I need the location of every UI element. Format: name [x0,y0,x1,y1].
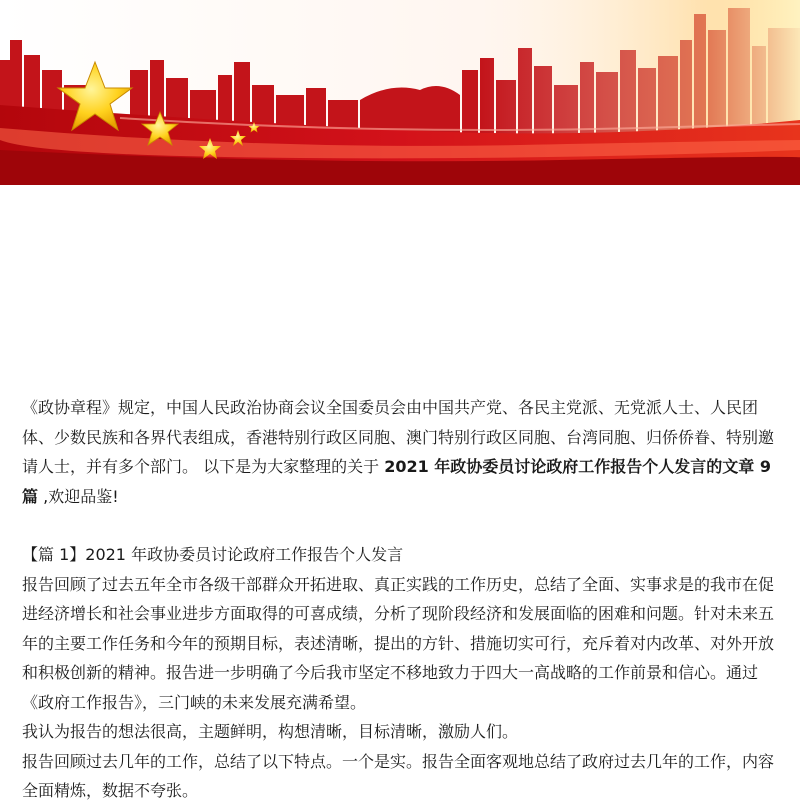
city-skyline-banner [0,0,800,185]
body-paragraph: 我认为报告的想法很高，主题鲜明，构想清晰，目标清晰，激励人们。 [22,722,519,741]
spacer [22,511,782,540]
body-paragraph: 报告回顾了过去五年全市各级干部群众开拓进取、真正实践的工作历史，总结了全面、实事求是的我市在促进经济增长和社会事业进步方面取得的可喜成绩，分析了现阶段经济和发展面临的困难和问题。针对未来五年的主要工作任务和今年的预期目标，表述清晰，提出的方针、措施切实可行，充斥着对内改革、对外开放和积极创新的精神。报告进一步明确了今后我市坚定不移地致力于四大一高战略的工作前景和信心。通过《政府工作报告》，三门峡的未来发展充满希望。 [22,574,775,712]
intro-text: 《政协章程》规定，中国人民政治协商会议全国委员会由中国共产党、各民主党派、无党派人士、人民团体、少数民族和各界代表组成，香港特别行政区同胞、澳门特别行政区同胞、台湾同胞、归侨侨眷、特别邀请人士，并有多个部门。 以下是为大家整理的关于 [22,398,775,476]
body-paragraph: 报告回顾过去几年的工作，总结了以下特点。一个是实。报告全面客观地总结了政府过去几年的工作，内容全面精炼，数据不夸张。 [22,751,775,800]
intro-bold-title: 2021 年政协委员讨论政府工作报告个人发言的文章 9 篇 [22,457,771,506]
header-banner [0,0,800,185]
intro-text-end: ,欢迎品鉴! [38,486,119,506]
intro-paragraph [22,393,782,511]
document-body [22,393,782,806]
section-heading: 【篇 1】2021 年政协委员讨论政府工作报告个人发言 [22,545,404,564]
